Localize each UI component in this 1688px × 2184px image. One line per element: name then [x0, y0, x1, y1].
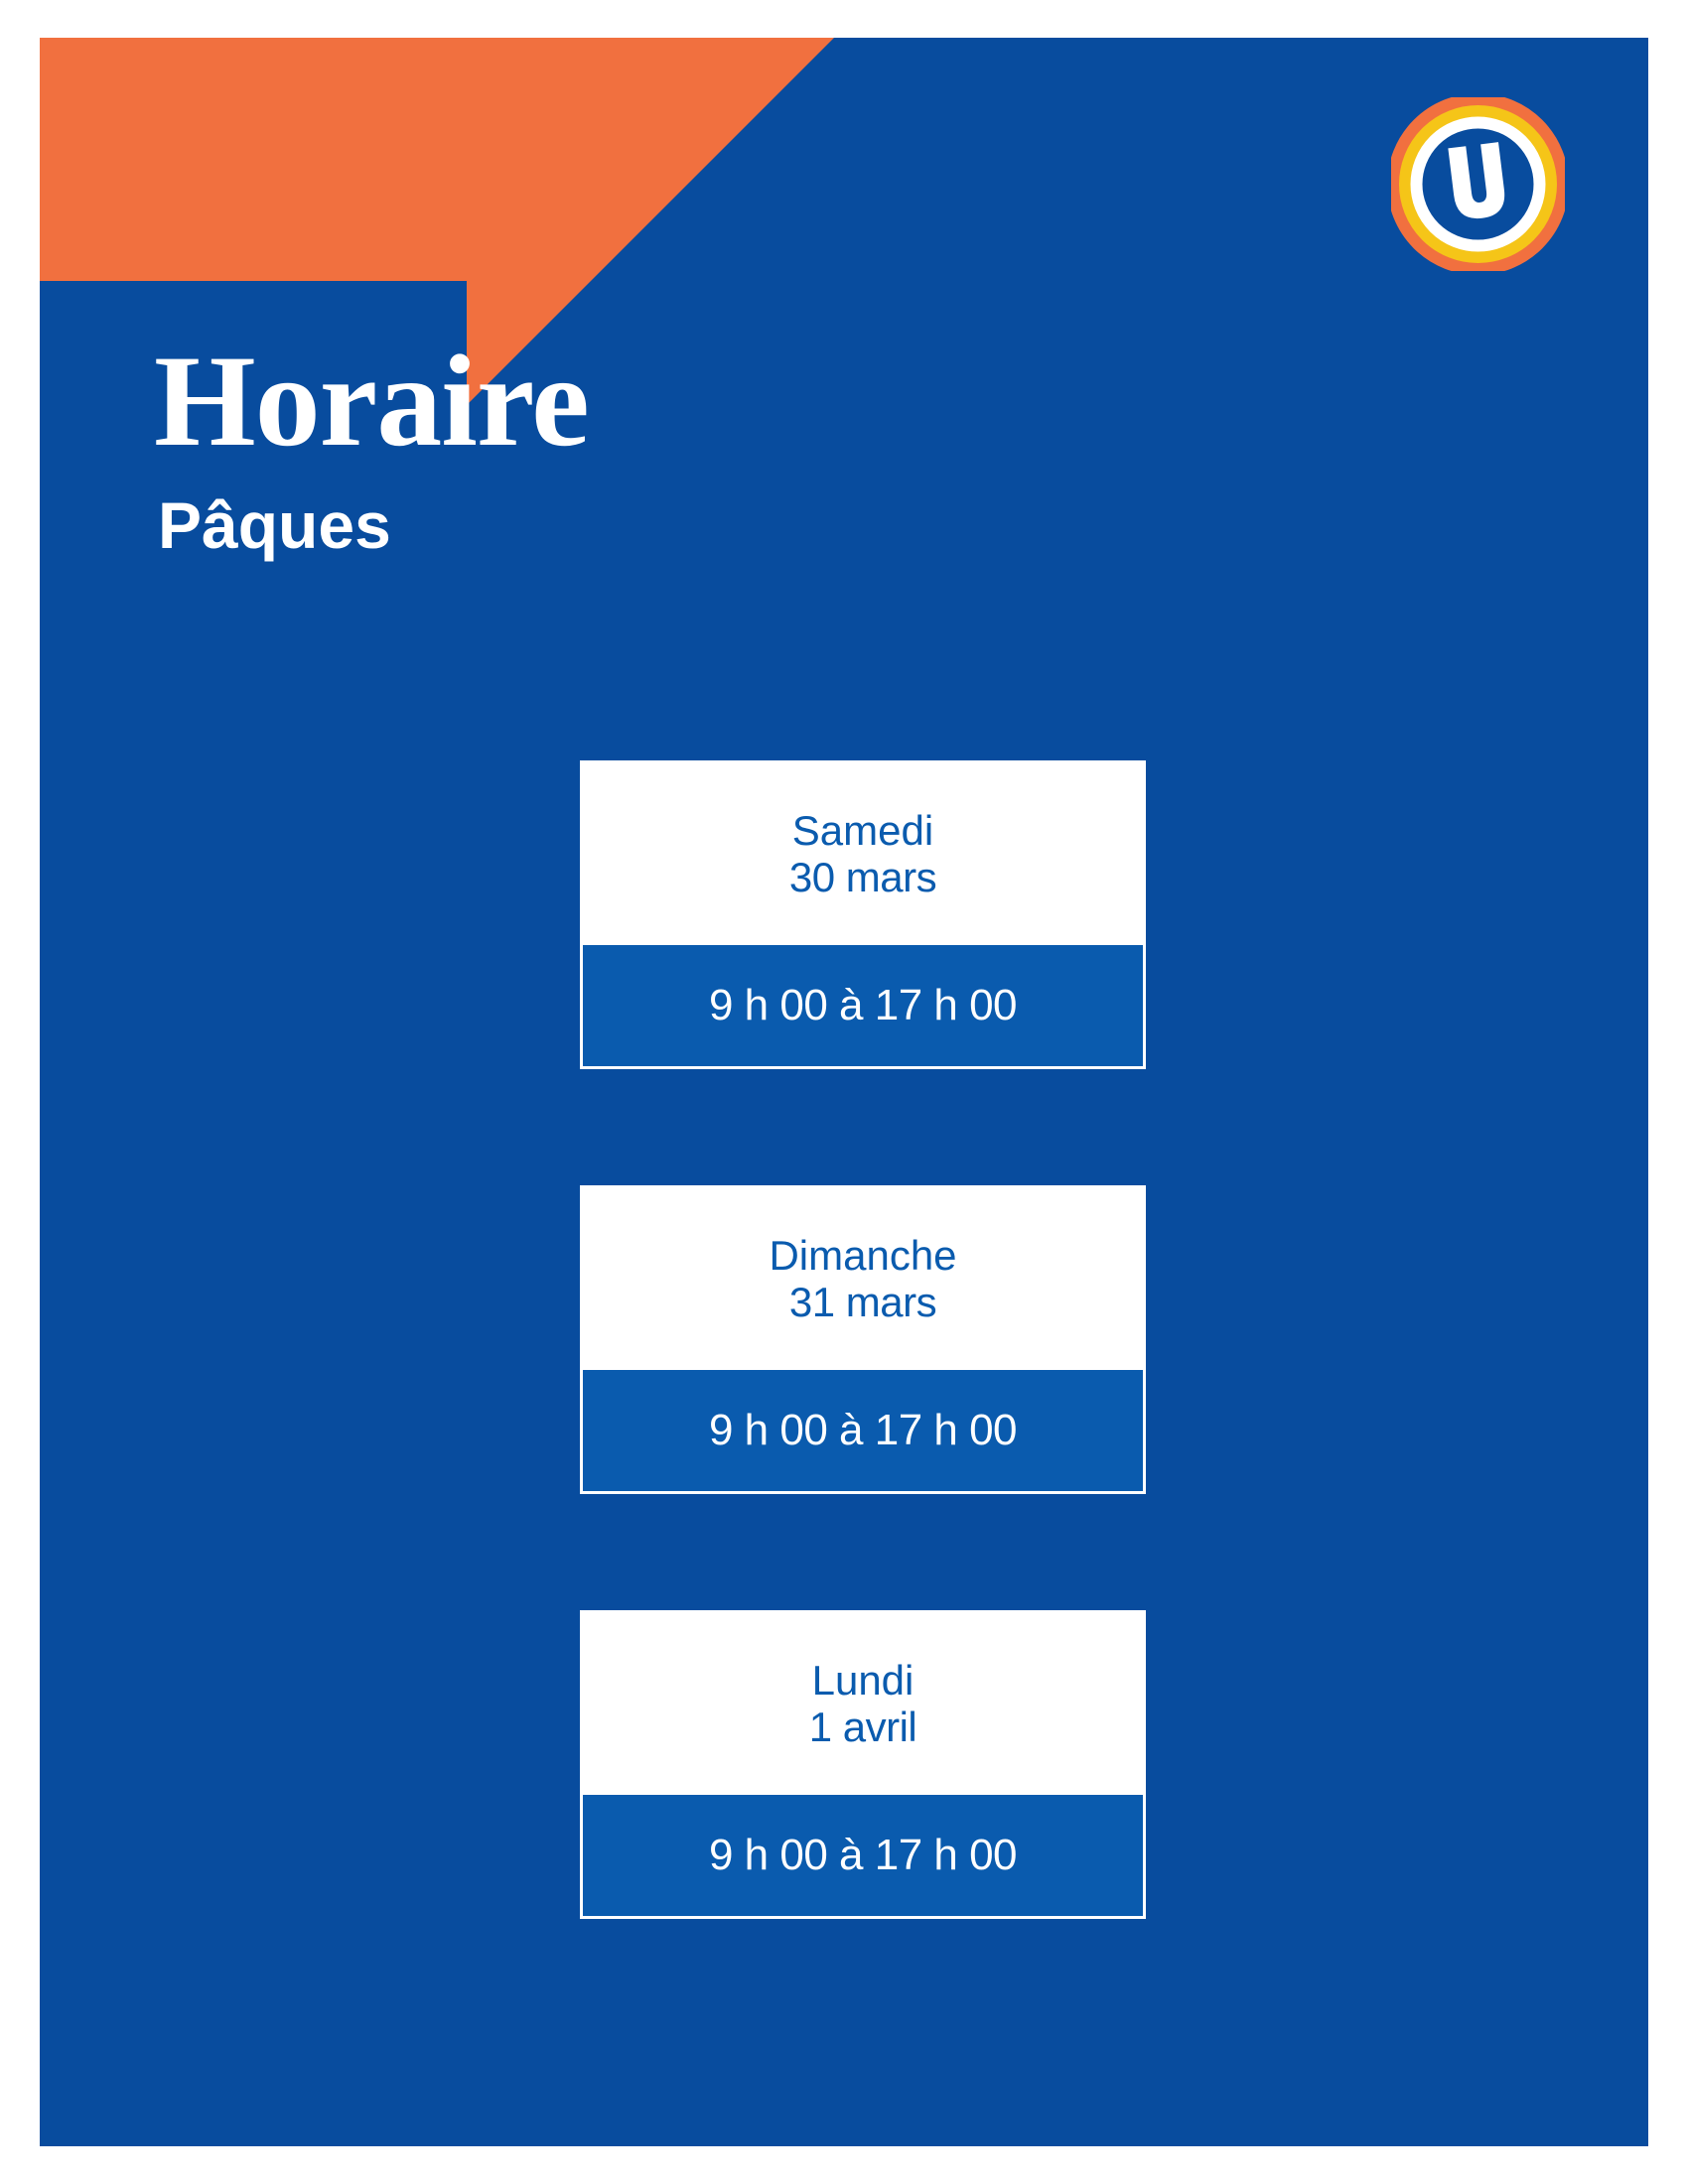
brand-logo-icon [1391, 97, 1565, 271]
schedule-card [580, 1610, 1146, 1919]
schedule-card-header [583, 763, 1143, 942]
schedule-card [580, 1185, 1146, 1494]
poster [40, 38, 1648, 2146]
schedule-card-header [583, 1188, 1143, 1367]
schedule-card [580, 760, 1146, 1069]
orange-corner-block [40, 38, 467, 281]
schedule-hours: 9 h 00 à 17 h 00 [583, 942, 1143, 1066]
schedule-date: 31 mars [788, 1279, 937, 1326]
schedule-hours: 9 h 00 à 17 h 00 [583, 1367, 1143, 1491]
schedule-list [580, 760, 1148, 1919]
page-subtitle: Pâques [158, 488, 391, 562]
schedule-date: 1 avril [808, 1704, 917, 1751]
schedule-day: Samedi [791, 807, 934, 854]
schedule-day: Lundi [811, 1657, 914, 1705]
schedule-day: Dimanche [769, 1232, 957, 1280]
schedule-hours: 9 h 00 à 17 h 00 [583, 1792, 1143, 1916]
title-block [154, 328, 589, 562]
schedule-card-header [583, 1613, 1143, 1792]
page-title: Horaire [154, 328, 589, 474]
schedule-date: 30 mars [788, 854, 937, 901]
